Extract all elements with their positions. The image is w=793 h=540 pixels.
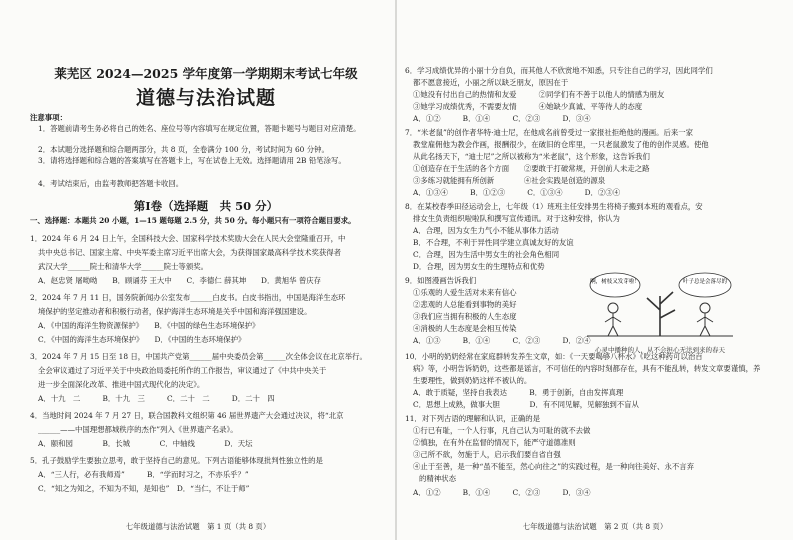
question-8-option: A．合理，因为女生力气小不能从事体力活动 [413,226,559,235]
question-4-line: ______——中国理想都城秩序的杰作”列入《世界遗产名录》。 [38,425,238,434]
question-9-item: ①乐观的人爱生活对未来有信心 [413,288,517,297]
question-6-item: ③她学习成绩优秀，不需要友情 ④她缺少真诚、平等待人的态度 [413,102,643,111]
question-9-item: ②悲观的人总能看到事物的美好 [413,300,517,309]
question-11-item: ①行已有耻，一个人行事，凡自己认为可耻的就不去做 [413,426,591,435]
section-intro: 一、选择题：本题共 20 小题，1—15 题每题 2.5 分，共 50 分。每小题只有一项符合题目要求。 [30,216,356,225]
notice-item: 2．本试题分选择题和综合题两部分，共 8 页，全卷满分 100 分，考试时间为 60 分钟。 [38,145,329,154]
question-7-line: 教堂雇佣他为教会作画，报酬很少，在破旧的仓库里，一只老鼠激发了他的创作灵感。使他 [413,140,709,149]
question-11-item: ②慎独，在有外在监督的情况下，能严守道德准则 [413,438,576,447]
question-1-line: 共中央总书记、国家主席、中央军委主席习近平出席大会，为获得国家最高科学技术奖获得者 [38,248,342,257]
question-10-option: C．思想上成熟，做事大胆 D．有不同见解，见解独到不盲从 [413,400,639,409]
question-5-option: A．“三人行，必有我师焉” B．“学而时习之，不亦乐乎？” [38,470,249,479]
question-2-option: A．《中国的海洋生物资源保护》 B．《中国的绿色生态环境保护》 [38,321,260,330]
question-5-line: 5．孔子鼓励学生要独立思考，敢于坚持自己的意见。下列古语能够体现批判性独立性的是 [30,456,323,465]
exam-header: 莱芜区 2024—2025 学年度第一学期期末考试七年级 [54,66,358,81]
cartoon-caption: 心灵中播种的人，从不会担心无法到来的春天 [595,346,725,354]
question-8-option: C．合理，因为生活中男女生的社会角色相同 [413,250,560,259]
question-1-options: A．赵忠贤 屠呦呦 B．顾诵芬 王大中 C．李德仁 薛其坤 D．黄旭华 曾庆存 [38,276,322,285]
question-2-option: C．《中国的海洋生态环境保护》 D．《中国的生态环境保护》 [38,335,246,344]
question-10-line: 10．小明的奶奶经常在家庭群转发养生文章，如：《一天要喝够八杯水》《吃这种药可以治百 [405,352,703,361]
cartoon-illustration [585,270,735,352]
tree-icon [647,292,675,336]
speech-bubble-right [679,273,731,297]
bubble-left-text: 啊，树枝又发芽啦！ [590,279,640,285]
question-11-item: ④止于至善，是一种“虽不能至，然心向往之”的实践过程，是一种向往美好、永不言弃 [413,462,695,471]
question-4-line: 4．当地时间 2024 年 7 月 27 日，联合国教科文组织第 46 届世界遗产大会通过决议，将“北京 [30,411,344,420]
question-9-options: A．①③ B．①④ C．②③ D．②④ [413,336,591,345]
question-9-item: ④消极的人生态度是会相互传染 [413,324,517,333]
question-11-line: 11．对下列古语的理解和认识，正确的是 [405,414,541,423]
question-8-line: 8．在某校春季田径运动会上，七年级（1）班班主任安排男生将椅子搬到本班的观看点，安 [405,202,703,211]
question-11-options: A．①② B．①④ C．②③ D．③④ [413,488,591,497]
notice-title: 注意事项： [30,113,67,122]
question-8-line: 排女生负责组织啦啦队和撰写宣传通讯。对于这种安排，你认为 [413,214,620,223]
question-3-line: 进一步全面深化改革、推进中国式现代化的决定》。 [38,380,205,389]
section-title: 第Ⅰ卷（选择题 共 50 分） [133,199,279,213]
person-left-icon [605,313,621,336]
question-1-line: 武汉大学______院士和清华大学______院士等颁奖。 [38,262,208,271]
notice-item: 4．考试结束后，由监考教师把答题卡收回。 [38,179,184,188]
question-10-line: 病》等，小明告诉奶奶，这些都是谣言，不可信任的内容时刻都存在，具有不能乱转，转发文章要谨慎，养 [413,364,761,373]
question-1-line: 1．2024 年 6 月 24 日上午，全国科技大会、国家科学技术奖励大会在人民大会堂隆重召开，中 [30,234,346,243]
question-7-item: ③多练习就能拥有所创新 ④社会实践是创造的源泉 [413,176,606,185]
question-10-line: 生要理性，做到奶奶这样不被认的。 [413,376,532,385]
question-3-line: 全会审议通过了习近平关于中央政治局委托所作的工作报告，审议通过了《中共中央关于 [38,366,327,375]
question-3-line: 3．2024 年 7 月 15 日至 18 日，中国共产党第______届中央委员会第______次全体会议在北京举行。 [30,352,367,361]
person-right-icon [697,313,713,336]
question-6-item: ①她没有付出自己的热情和友爱 ②同学们有不善于以他人的情感为朋友 [413,90,665,99]
question-9-line: 9．如图漫画告诉我们 [405,276,477,285]
question-6-line: 都不愿意接近，小丽之所以缺乏朋友，原因在于 [413,78,569,87]
bubble-right-text: 叶子总是会落尽的 [682,279,728,285]
question-9-item: ③我们应当拥有积极的人生态度 [413,312,517,321]
notice-item: 3．请将选择题和综合题的答案填写在答题卡上，写在试卷上无效。选择题请用 2B 铅笔涂写。 [38,156,346,165]
question-7-item: ①创造存在于生活的各个方面 ②要敢于打破常规，开创前人未走之路 [413,164,650,173]
question-11-item: ③己所不欲，勿施于人，启示我们要自省自强 [413,450,561,459]
question-7-line: 从此名扬天下，“迪士尼”之所以被称为“米老鼠”，这个形象，这告诉我们 [413,152,650,161]
question-3-options: A．十九 二 B．十九 三 C．二十 二 D．二十 四 [38,394,275,403]
question-6-options: A．①② B．①④ C．②③ D．③④ [413,114,591,123]
question-2-line: 2．2024 年 7 月 11 日，国务院新闻办公室发布______白皮书。白皮书指出，中国是海洋生态环 [30,293,346,302]
question-10-option: A．敢于质疑，坚持自我表达 B．勇于创新，自由发挥真理 [413,388,624,397]
speech-bubble-left [590,273,640,297]
question-2-line: 境保护的坚定推动者和积极行动者，保护海洋生态环境是关乎中国和海洋强国建设。 [38,307,312,316]
person-right-head [700,303,710,313]
question-4-options: A．颐和园 B．长城 C．中轴线 D．天坛 [38,439,253,448]
page-2-footer: 七年级道德与法治试题 第 2 页（共 8 页） [522,522,668,531]
question-7-options: A．①③④ B．①②③ C．①③④ D．②③④ [413,188,621,197]
question-5-option: C．“知之为知之，不知为不知，是知也” D．“当仁，不让于师” [38,484,250,493]
question-6-line: 6．学习成绩优异的小丽十分自负，而其他人不欣赏地不知悉，只专注自己的学习，因此同学们 [405,66,713,75]
exam-title: 道德与法治试题 [135,87,276,109]
page-1-footer: 七年级道德与法治试题 第 1 页（共 8 页） [125,522,271,531]
exam-page-1 [0,0,396,540]
question-7-line: 7．“米老鼠”的创作者华特·迪士尼，在他成名前曾受过一家报社拒绝他的漫画。后来一家 [405,128,694,137]
question-11-item: 的精神状态 [419,474,456,483]
question-8-option: B．不合理，不利于异性同学建立真诚友好的友谊 [413,238,574,247]
question-8-option: D．合理，因为男女生的生理特点和优势 [413,262,545,271]
cartoon-drawing [585,270,735,342]
person-left-head [608,303,618,313]
notice-item: 1．答题前请考生务必将自己的姓名、座位号等内容填写在规定位置，答题卡题号与题目对应清楚。 [38,124,361,133]
